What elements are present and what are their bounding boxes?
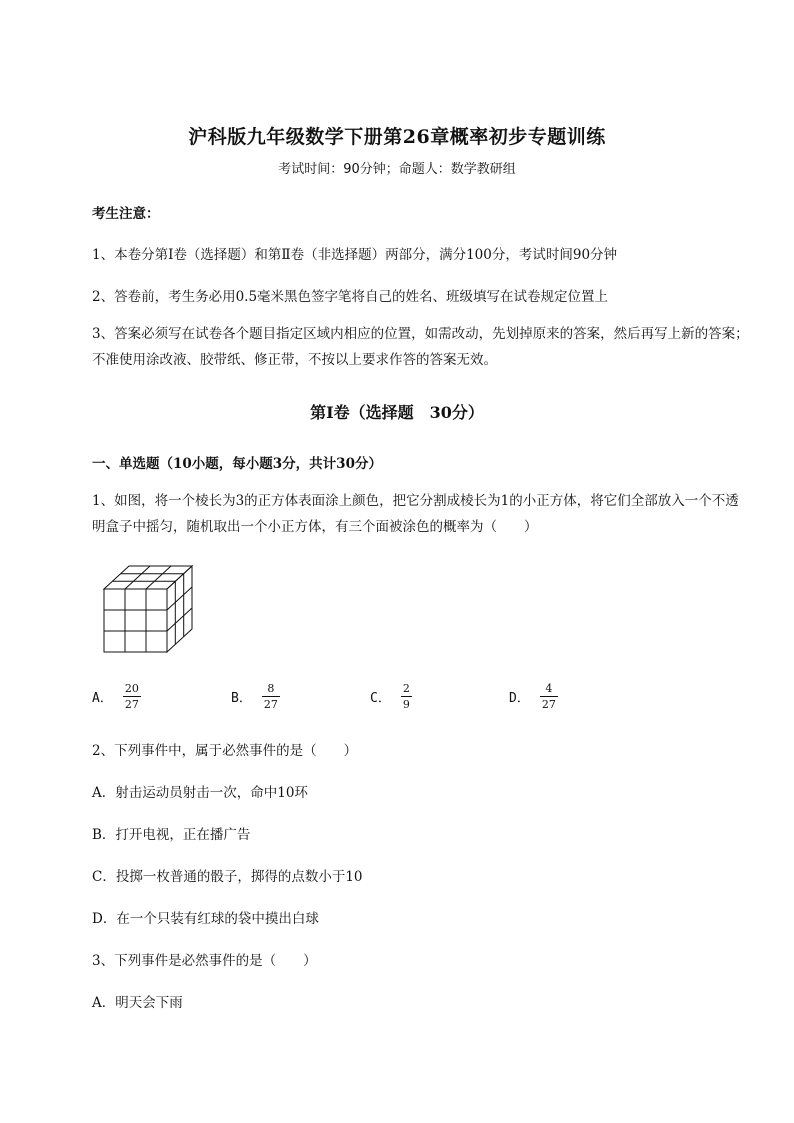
fraction-bar: [123, 696, 141, 697]
question-2-stem: 2、下列事件中，属于必然事件的是（ ）: [92, 743, 358, 759]
question-1-stem: 1、如图，将一个棱长为3的正方体表面涂上颜色，把它分割成棱长为1的小正方体，将它们全部放入一个不透明盒子中摇匀，随机取出一个小正方体，有三个面被涂色的概率为（ ）: [92, 493, 739, 535]
q2-option-a[interactable]: A．射击运动员射击一次，命中10环: [92, 785, 308, 801]
denominator: 27: [263, 698, 278, 711]
numerator: 4: [545, 682, 553, 695]
notice-item-2: 2、答卷前，考生务必用0.5毫米黑色签字笔将自己的姓名、班级填写在试卷规定位置上: [92, 289, 609, 305]
part1-title: 第I卷（选择题 30分）: [310, 403, 484, 422]
fraction-bar: [401, 696, 412, 697]
exam-title: 沪科版九年级数学下册第26章概率初步专题训练: [188, 126, 606, 148]
option-label: D．: [509, 691, 530, 706]
option-label: A．: [92, 691, 113, 706]
fraction-bar: [540, 696, 558, 697]
notice-heading: 考生注意：: [92, 206, 160, 222]
section-heading: 一、单选题（10小题，每小题3分，共计30分）: [92, 456, 382, 472]
numerator: 20: [124, 682, 139, 695]
notice-item-1: 1、本卷分第I卷（选择题）和第Ⅱ卷（非选择题）两部分，满分100分，考试时间90分钟: [92, 247, 618, 263]
q1-option-c[interactable]: [370, 682, 412, 711]
q3-option-a[interactable]: A．明天会下雨: [92, 995, 183, 1011]
question-3-stem: 3、下列事件是必然事件的是（ ）: [92, 953, 317, 969]
q2-option-d[interactable]: D．在一个只装有红球的袋中摸出白球: [92, 911, 319, 927]
option-label: C．: [370, 691, 391, 706]
denominator: 9: [402, 698, 410, 711]
exam-subtitle: 考试时间：90分钟；命题人：数学教研组: [278, 162, 516, 177]
fraction-bar: [262, 696, 280, 697]
fraction: [540, 682, 558, 711]
numerator: 2: [402, 682, 410, 695]
denominator: 27: [124, 698, 139, 711]
q1-option-b[interactable]: [231, 682, 280, 711]
denominator: 27: [541, 698, 556, 711]
fraction: [262, 682, 280, 711]
notice-item-3: 3、答案必须写在试卷各个题目指定区域内相应的位置，如需改动，先划掉原来的答案，然后再写上新的答案；不准使用涂改液、胶带纸、修正带，不按以上要求作答的答案无效。: [92, 326, 749, 368]
q2-option-c[interactable]: C．投掷一枚普通的骰子，掷得的点数小于10: [92, 869, 363, 885]
q1-option-a[interactable]: [92, 682, 141, 711]
option-label: B．: [231, 691, 252, 706]
fraction: [401, 682, 412, 711]
cube-figure: [102, 564, 194, 656]
q1-option-d[interactable]: [509, 682, 558, 711]
fraction: [123, 682, 141, 711]
q2-option-b[interactable]: B．打开电视，正在播广告: [92, 827, 251, 843]
numerator: 8: [267, 682, 275, 695]
